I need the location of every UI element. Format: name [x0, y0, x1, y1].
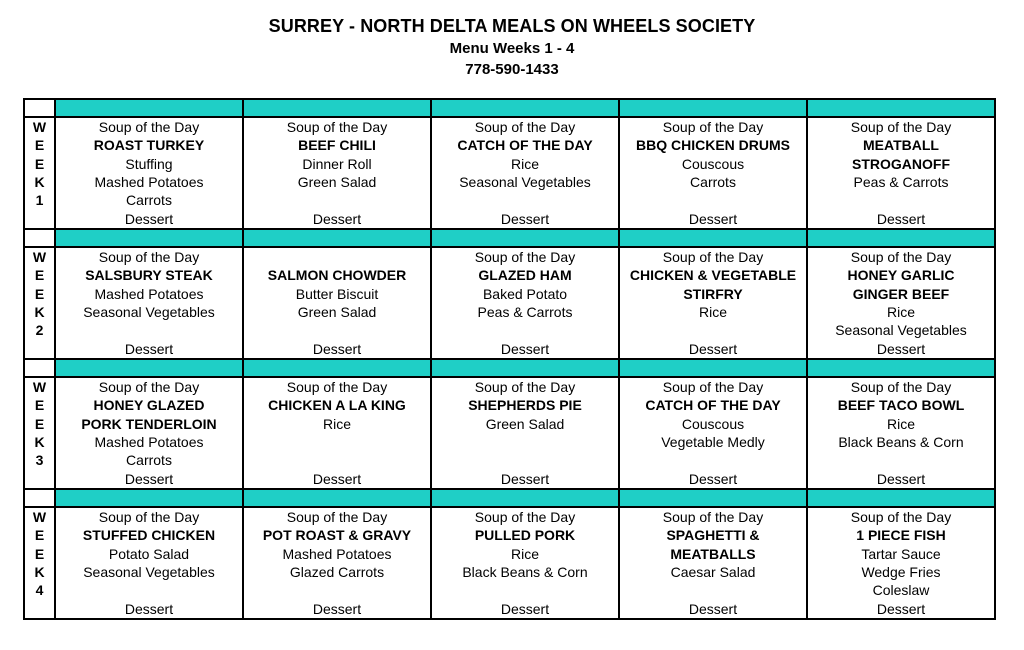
dessert-item: Dessert [312, 600, 362, 617]
main-dish: SALSBURY STEAK [85, 267, 213, 284]
menu-item: Soup of the Day [98, 509, 200, 525]
menu-item: Seasonal Vegetables [83, 303, 215, 320]
week-label-letter: E [34, 137, 45, 154]
week-label-letter: K [34, 563, 45, 580]
day-menu [244, 248, 430, 358]
menu-item: Green Salad [297, 303, 377, 320]
band-day-cell [243, 229, 431, 247]
band-day-cell [619, 229, 807, 247]
menu-item: Carrots [126, 192, 172, 209]
band-day-cell [807, 99, 995, 117]
menu-table-body [24, 99, 995, 619]
band-day-cell [431, 489, 619, 507]
menu-item: Black Beans & Corn [462, 563, 588, 580]
day-menu-cell [807, 507, 995, 619]
main-dish: CATCH OF THE DAY [457, 137, 593, 154]
menu-item: Mashed Potatoes [282, 545, 392, 562]
week-label-letter: 4 [35, 582, 44, 599]
day-menu [56, 248, 242, 358]
main-dish: POT ROAST & GRAVY [262, 527, 412, 544]
dessert-item: Dessert [688, 210, 738, 227]
day-menu [432, 248, 618, 358]
menu-item: Soup of the Day [474, 509, 576, 525]
main-dish: 1 PIECE FISH [856, 527, 946, 544]
day-menu-cell [431, 377, 619, 489]
menu-item: Dinner Roll [302, 155, 372, 172]
menu-item: Soup of the Day [850, 509, 952, 525]
main-dish: CHICKEN A LA KING [268, 397, 406, 414]
day-menu-cell [431, 507, 619, 619]
band-day-cell [55, 359, 243, 377]
dessert-item: Dessert [500, 600, 550, 617]
day-menu-cell [807, 377, 995, 489]
page-subtitle: Menu Weeks 1 - 4 [449, 40, 575, 57]
main-dish: HONEY GLAZED [93, 397, 205, 414]
menu-item: Peas & Carrots [477, 303, 573, 320]
week-label-cell [24, 247, 55, 359]
main-dish: GINGER BEEF [852, 285, 950, 302]
menu-item: Soup of the Day [286, 379, 388, 395]
menu-item: Seasonal Vegetables [835, 322, 967, 339]
band-day-cell [243, 359, 431, 377]
main-dish: SALMON CHOWDER [267, 267, 407, 284]
menu-item: Butter Biscuit [295, 285, 379, 302]
week-label-letter: K [34, 303, 45, 320]
menu-item: Soup of the Day [850, 119, 952, 135]
menu-item: Soup of the Day [662, 379, 764, 395]
week-label-cell [24, 507, 55, 619]
menu-item: Black Beans & Corn [838, 433, 964, 450]
band-corner-cell [24, 359, 55, 377]
day-menu-cell [55, 117, 243, 229]
week-row [24, 377, 995, 489]
menu-item: Rice [322, 415, 351, 432]
day-menu-cell [243, 507, 431, 619]
day-menu [244, 508, 430, 618]
day-menu [56, 508, 242, 618]
dessert-item: Dessert [312, 210, 362, 227]
band-day-cell [55, 489, 243, 507]
week-label-letter: E [34, 527, 45, 544]
week-label-letter: E [34, 397, 45, 414]
dessert-item: Dessert [688, 340, 738, 357]
day-menu [620, 118, 806, 228]
main-dish: GLAZED HAM [478, 267, 572, 284]
week-label-letter: 1 [35, 192, 44, 209]
main-dish: CATCH OF THE DAY [645, 397, 781, 414]
dessert-item: Dessert [500, 340, 550, 357]
band-day-cell [55, 229, 243, 247]
day-menu [808, 248, 994, 358]
menu-item: Seasonal Vegetables [83, 563, 215, 580]
band-corner-cell [24, 489, 55, 507]
band-day-cell [807, 359, 995, 377]
day-menu [620, 248, 806, 358]
week-label-letter: E [34, 267, 45, 284]
menu-item: Stuffing [125, 155, 173, 172]
menu-item: Couscous [681, 415, 745, 432]
menu-item: Vegetable Medly [661, 433, 765, 450]
week-row [24, 247, 995, 359]
menu-item: Potato Salad [108, 545, 190, 562]
day-menu [244, 118, 430, 228]
menu-item: Tartar Sauce [861, 545, 941, 562]
dessert-item: Dessert [688, 470, 738, 487]
band-day-cell [55, 99, 243, 117]
main-dish: PORK TENDERLOIN [81, 415, 217, 432]
day-menu-cell [431, 247, 619, 359]
dessert-item: Dessert [688, 600, 738, 617]
day-menu [808, 508, 994, 618]
week-label-letter: E [34, 155, 45, 172]
menu-item: Rice [510, 155, 539, 172]
band-day-cell [807, 229, 995, 247]
day-menu [808, 378, 994, 488]
menu-item: Green Salad [297, 173, 377, 190]
week-label-letter: 3 [35, 452, 44, 469]
dessert-item: Dessert [876, 210, 926, 227]
menu-item: Soup of the Day [474, 119, 576, 135]
week-label-letter: K [34, 433, 45, 450]
menu-item: Soup of the Day [850, 249, 952, 265]
day-menu-cell [619, 377, 807, 489]
dessert-item: Dessert [312, 470, 362, 487]
day-menu [56, 118, 242, 228]
menu-item: Green Salad [485, 415, 565, 432]
main-dish: CHICKEN & VEGETABLE [629, 267, 797, 284]
main-dish: MEATBALLS [670, 545, 756, 562]
menu-table [23, 98, 996, 620]
menu-item [244, 248, 430, 266]
dessert-item: Dessert [500, 470, 550, 487]
dessert-item: Dessert [876, 340, 926, 357]
document-header [0, 14, 1024, 80]
band-day-cell [243, 99, 431, 117]
menu-item: Soup of the Day [98, 249, 200, 265]
day-menu [244, 378, 430, 488]
day-menu [432, 118, 618, 228]
band-corner-cell [24, 229, 55, 247]
menu-item: Soup of the Day [286, 509, 388, 525]
menu-item: Rice [886, 415, 915, 432]
week-band-row [24, 229, 995, 247]
week-label-letter: K [34, 173, 45, 190]
week-label-letter: W [32, 509, 47, 525]
dessert-item: Dessert [876, 470, 926, 487]
menu-item: Wedge Fries [861, 563, 941, 580]
menu-item: Soup of the Day [286, 119, 388, 135]
week-label-letter: E [34, 285, 45, 302]
menu-item: Rice [886, 303, 915, 320]
menu-item: Soup of the Day [98, 379, 200, 395]
menu-item: Baked Potato [482, 285, 568, 302]
day-menu-cell [431, 117, 619, 229]
band-day-cell [619, 359, 807, 377]
band-corner-cell [24, 99, 55, 117]
main-dish: SPAGHETTI & [666, 527, 760, 544]
menu-item: Mashed Potatoes [94, 433, 204, 450]
day-menu-cell [55, 377, 243, 489]
day-menu-cell [619, 507, 807, 619]
day-menu-cell [55, 507, 243, 619]
dessert-item: Dessert [312, 340, 362, 357]
main-dish: BBQ CHICKEN DRUMS [636, 137, 790, 154]
menu-item: Mashed Potatoes [94, 173, 204, 190]
day-menu-cell [807, 117, 995, 229]
day-menu-cell [619, 247, 807, 359]
dessert-item: Dessert [124, 340, 174, 357]
main-dish: SHEPHERDS PIE [468, 397, 582, 414]
week-band-row [24, 99, 995, 117]
week-label-cell [24, 377, 55, 489]
phone-number: 778-590-1433 [465, 61, 559, 78]
day-menu-cell [243, 117, 431, 229]
menu-item: Soup of the Day [98, 119, 200, 135]
band-day-cell [807, 489, 995, 507]
main-dish: MEATBALL [863, 137, 939, 154]
menu-item: Carrots [126, 452, 172, 469]
day-menu [56, 378, 242, 488]
dessert-item: Dessert [500, 210, 550, 227]
main-dish: STUFFED CHICKEN [82, 527, 216, 544]
menu-item: Peas & Carrots [853, 173, 949, 190]
menu-item: Rice [510, 545, 539, 562]
menu-item: Couscous [681, 155, 745, 172]
menu-item: Carrots [690, 173, 736, 190]
week-label-letter: W [32, 379, 47, 395]
band-day-cell [619, 99, 807, 117]
menu-item: Soup of the Day [662, 509, 764, 525]
band-day-cell [243, 489, 431, 507]
band-day-cell [431, 99, 619, 117]
day-menu [432, 378, 618, 488]
day-menu-cell [243, 377, 431, 489]
day-menu [620, 378, 806, 488]
page-title: SURREY - NORTH DELTA MEALS ON WHEELS SOCIETY [268, 16, 756, 36]
week-band-row [24, 489, 995, 507]
day-menu [432, 508, 618, 618]
week-label-letter: W [32, 119, 47, 135]
week-label-cell [24, 117, 55, 229]
menu-item: Rice [698, 303, 727, 320]
main-dish: HONEY GARLIC [847, 267, 955, 284]
day-menu-cell [55, 247, 243, 359]
day-menu-cell [243, 247, 431, 359]
main-dish: STIRFRY [683, 285, 743, 302]
menu-item: Soup of the Day [662, 119, 764, 135]
day-menu-cell [807, 247, 995, 359]
menu-item: Coleslaw [872, 582, 930, 599]
day-menu-cell [619, 117, 807, 229]
week-label-letter: 2 [35, 322, 44, 339]
menu-item: Soup of the Day [474, 379, 576, 395]
main-dish: BEEF CHILI [298, 137, 376, 154]
main-dish: STROGANOFF [852, 155, 950, 172]
dessert-item: Dessert [124, 210, 174, 227]
week-row [24, 117, 995, 229]
day-menu [620, 508, 806, 618]
menu-item: Caesar Salad [670, 563, 756, 580]
menu-item: Soup of the Day [662, 249, 764, 265]
main-dish: PULLED PORK [474, 527, 576, 544]
main-dish: BEEF TACO BOWL [837, 397, 965, 414]
dessert-item: Dessert [876, 600, 926, 617]
menu-item: Mashed Potatoes [94, 285, 204, 302]
menu-item: Seasonal Vegetables [459, 173, 591, 190]
week-label-letter: E [34, 415, 45, 432]
menu-item: Soup of the Day [850, 379, 952, 395]
week-label-letter: W [32, 249, 47, 265]
menu-item: Soup of the Day [474, 249, 576, 265]
week-label-letter: E [34, 545, 45, 562]
band-day-cell [431, 229, 619, 247]
band-day-cell [431, 359, 619, 377]
dessert-item: Dessert [124, 600, 174, 617]
day-menu [808, 118, 994, 228]
week-band-row [24, 359, 995, 377]
week-row [24, 507, 995, 619]
menu-item: Glazed Carrots [289, 563, 385, 580]
dessert-item: Dessert [124, 470, 174, 487]
main-dish: ROAST TURKEY [93, 137, 205, 154]
band-day-cell [619, 489, 807, 507]
